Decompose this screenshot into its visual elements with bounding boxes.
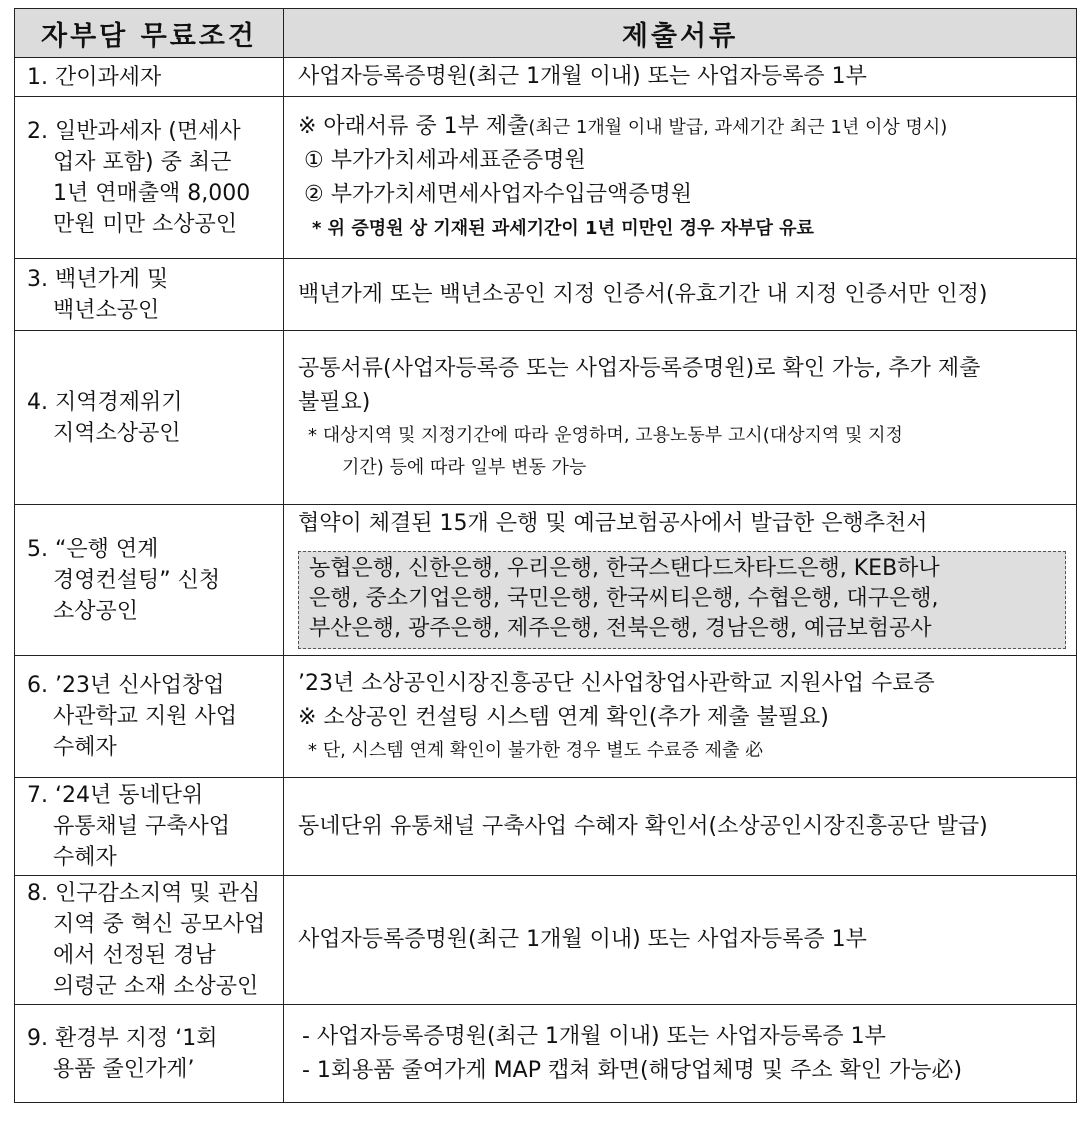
condition-line: 2. 일반과세자 (면세사	[27, 118, 241, 144]
document-line: - 사업자등록증명원(최근 1개월 이내) 또는 사업자등록증 1부	[302, 1023, 886, 1049]
document-line: 불필요)	[298, 389, 371, 415]
table-row	[15, 656, 1077, 778]
list-item: ② 부가가치세면세사업자수입금액증명원	[304, 181, 693, 207]
document-note	[298, 110, 1066, 144]
document-cell	[284, 97, 1077, 259]
condition-cell	[15, 58, 284, 97]
bank-list-line: 농협은행, 신한은행, 우리은행, 한국스탠다드차타드은행, KEB하나	[309, 556, 940, 581]
header-documents: 제출서류	[284, 9, 1077, 58]
condition-line: 소상공인	[53, 598, 139, 624]
note-sub: (최근 1개월 이내 발급, 과세기간 최근 1년 이상 명시)	[528, 116, 948, 138]
document-line: 공통서류(사업자등록증 또는 사업자등록증명원)로 확인 가능, 추가 제출	[298, 355, 981, 381]
document-text: ’23년 소상공인시장진흥공단 신사업창업사관학교 지원사업 수료증	[298, 670, 935, 696]
condition-cell	[15, 331, 284, 505]
table-row	[15, 97, 1077, 259]
document-cell	[284, 58, 1077, 97]
condition-cell	[15, 505, 284, 656]
list-item: ① 부가가치세과세표준증명원	[304, 147, 586, 173]
condition-line: 지역소상공인	[53, 420, 181, 446]
document-text: 사업자등록증명원(최근 1개월 이내) 또는 사업자등록증 1부	[298, 64, 867, 89]
condition-line: 유통채널 구축사업	[53, 814, 231, 839]
condition-line: 백년소공인	[53, 297, 160, 323]
document-cell	[284, 1005, 1077, 1103]
condition-line: 수혜자	[53, 845, 117, 870]
note-main: ※ 아래서류 중 1부 제출	[298, 113, 529, 139]
document-text: 백년가게 또는 백년소공인 지정 인증서(유효기간 내 지정 인증서만 인정)	[298, 281, 988, 307]
table-row	[15, 259, 1077, 331]
condition-line: 4. 지역경제위기	[27, 389, 183, 415]
condition-line: 만원 미만 소상공인	[53, 211, 238, 237]
document-cell	[284, 505, 1077, 656]
document-cell	[284, 259, 1077, 331]
condition-line: 7. ‘24년 동네단위	[27, 783, 204, 808]
condition-cell	[15, 259, 284, 331]
condition-line: 5. “은행 연계	[27, 536, 159, 562]
table-row	[15, 58, 1077, 97]
table-row	[15, 778, 1077, 876]
condition-line: 1년 연매출액 8,000	[53, 180, 251, 206]
note-line: * 단, 시스템 연계 확인이 불가한 경우 별도 수료증 제출 必	[308, 739, 764, 761]
table-row	[15, 876, 1077, 1005]
condition-cell	[15, 656, 284, 778]
condition-line: 에서 선정된 경남	[53, 943, 216, 968]
document-cell	[284, 331, 1077, 505]
condition-line: 업자 포함) 중 최근	[53, 149, 232, 175]
bank-list-line: 부산은행, 광주은행, 제주은행, 전북은행, 경남은행, 예금보험공사	[309, 616, 932, 641]
condition-line: 지역 중 혁신 공모사업	[53, 912, 266, 937]
document-cell	[284, 876, 1077, 1005]
document-text: 사업자등록증명원(최근 1개월 이내) 또는 사업자등록증 1부	[298, 927, 867, 952]
condition-cell	[15, 97, 284, 259]
condition-line: 의령군 소재 소상공인	[53, 974, 259, 999]
condition-line: 9. 환경부 지정 ‘1회	[27, 1025, 218, 1051]
condition-cell	[15, 1005, 284, 1103]
condition-line: 용품 줄인가게’	[53, 1056, 195, 1082]
table-row	[15, 1005, 1077, 1103]
document-note: ※ 소상공인 컨설팅 시스템 연계 확인(추가 제출 불필요)	[298, 704, 829, 730]
bold-note: * 위 증명원 상 기재된 과세기간이 1년 미만인 경우 자부담 유료	[312, 217, 814, 239]
document-cell	[284, 778, 1077, 876]
note-line: * 대상지역 및 지정기간에 따라 운영하며, 고용노동부 고시(대상지역 및 지정	[308, 424, 903, 446]
condition-line: 1. 간이과세자	[27, 64, 162, 90]
table-row	[15, 331, 1077, 505]
table-row	[15, 505, 1077, 656]
note-line: 기간) 등에 따라 일부 변동 가능	[342, 456, 587, 478]
header-row	[15, 9, 1077, 58]
document-text: 협약이 체결된 15개 은행 및 예금보험공사에서 발급한 은행추천서	[298, 511, 928, 536]
condition-line: 경영컨설팅” 신청	[53, 567, 221, 593]
condition-line: 수혜자	[53, 735, 117, 760]
document-text: 동네단위 유통채널 구축사업 수혜자 확인서(소상공인시장진흥공단 발급)	[298, 813, 988, 839]
condition-cell	[15, 876, 284, 1005]
condition-line: 사관학교 지원 사업	[53, 704, 238, 729]
document-cell	[284, 656, 1077, 778]
condition-line: 8. 인구감소지역 및 관심	[27, 881, 261, 906]
bank-list-line: 은행, 중소기업은행, 국민은행, 한국씨티은행, 수협은행, 대구은행,	[309, 586, 939, 611]
header-condition: 자부담 무료조건	[15, 9, 284, 58]
condition-line: 3. 백년가게 및	[27, 266, 169, 292]
requirements-table	[14, 8, 1077, 1103]
condition-line: 6. ’23년 신사업창업	[27, 673, 225, 698]
document-line: - 1회용품 줄여가게 MAP 캡쳐 화면(해당업체명 및 주소 확인 가능必)	[302, 1057, 963, 1083]
condition-cell	[15, 778, 284, 876]
bank-list-box	[298, 551, 1066, 649]
